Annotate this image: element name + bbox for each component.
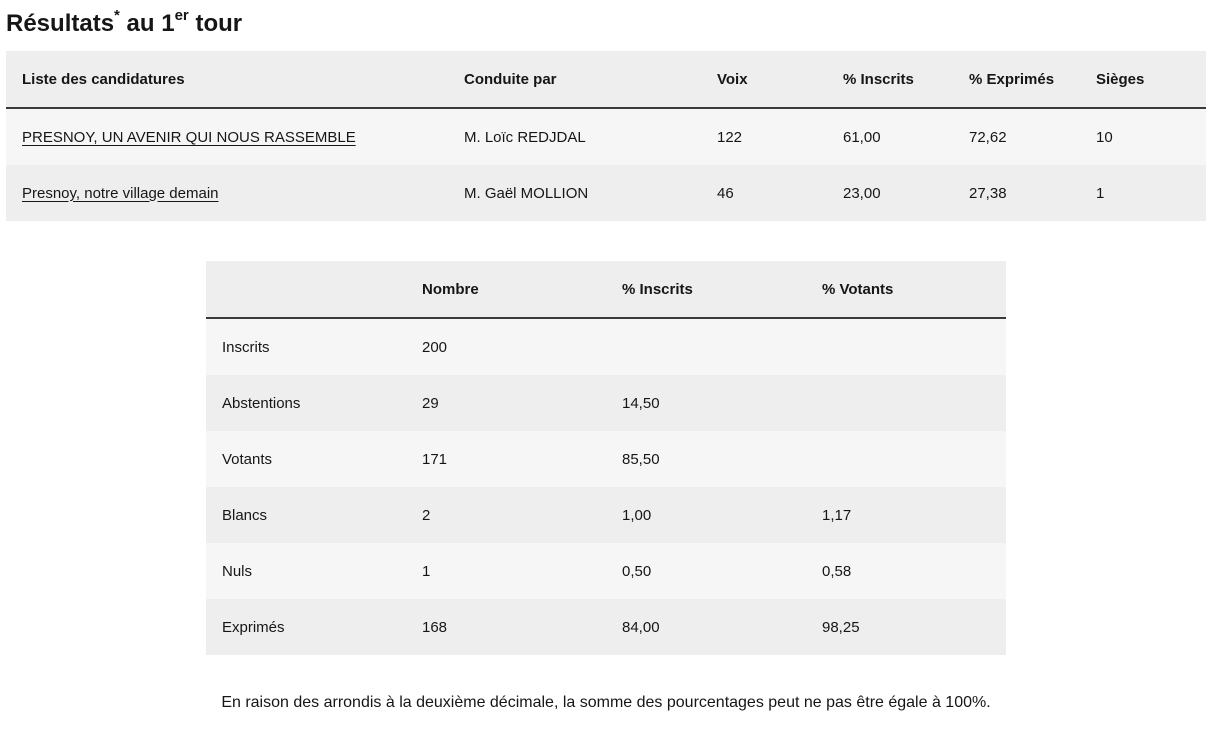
participation-header-row — [206, 261, 1006, 318]
title-middle: au 1 — [119, 10, 175, 37]
cell-inscrits: 14,50 — [622, 394, 660, 412]
table-row — [206, 543, 1006, 599]
title-asterisk: * — [114, 7, 120, 24]
table-row — [206, 487, 1006, 543]
header-liste: Liste des candidatures — [6, 51, 448, 108]
cell-liste — [6, 108, 448, 165]
table-row — [206, 375, 1006, 431]
table-row — [206, 431, 1006, 487]
cell-inscrits — [606, 318, 806, 375]
cell-nombre: 168 — [422, 618, 448, 636]
header-exprimes: % Exprimés — [953, 51, 1080, 108]
cell-votants — [806, 318, 1006, 375]
header-conduite: Conduite par — [448, 51, 701, 108]
row-label: Inscrits — [222, 338, 270, 356]
cell-inscrits: 23,00 — [843, 184, 881, 202]
cell-votants: 1,17 — [822, 506, 852, 524]
header-nombre: Nombre — [406, 261, 606, 318]
cell-nombre: 200 — [422, 338, 448, 356]
cell-inscrits: 0,50 — [622, 562, 652, 580]
title-suffix: tour — [188, 10, 243, 37]
cell-votants — [806, 431, 1006, 487]
cell-liste — [6, 165, 448, 221]
table-row — [6, 108, 1206, 165]
cell-sieges: 10 — [1096, 128, 1113, 146]
row-label: Abstentions — [222, 394, 301, 412]
results-header-row — [6, 51, 1206, 108]
cell-sieges: 1 — [1096, 184, 1105, 202]
cell-inscrits: 84,00 — [622, 618, 660, 636]
cell-conduite: M. Gaël MOLLION — [464, 184, 589, 202]
title-superscript: er — [174, 7, 189, 24]
header-sieges: Sièges — [1080, 51, 1206, 108]
cell-exprimes: 72,62 — [969, 128, 1007, 146]
header-voix: Voix — [701, 51, 827, 108]
cell-nombre: 1 — [422, 562, 431, 580]
cell-exprimes: 27,38 — [969, 184, 1007, 202]
header-inscrits: % Inscrits — [827, 51, 953, 108]
page-title — [6, 2, 242, 40]
title-main: Résultats — [6, 10, 115, 37]
list-link[interactable]: Presnoy, notre village demain — [22, 184, 219, 202]
table-row — [206, 599, 1006, 655]
row-label: Blancs — [222, 506, 268, 524]
cell-votants: 0,58 — [822, 562, 852, 580]
table-row — [206, 318, 1006, 375]
row-label: Exprimés — [222, 618, 285, 636]
cell-inscrits: 85,50 — [622, 450, 660, 468]
header-inscrits: % Inscrits — [606, 261, 806, 318]
participation-table — [206, 261, 1006, 655]
results-table — [6, 51, 1206, 221]
header-votants: % Votants — [806, 261, 1006, 318]
header-blank — [206, 261, 406, 318]
cell-votants — [806, 375, 1006, 431]
table-row — [6, 165, 1206, 221]
cell-nombre: 29 — [422, 394, 439, 412]
row-label: Votants — [222, 450, 273, 468]
cell-votants: 98,25 — [822, 618, 860, 636]
cell-voix: 46 — [717, 184, 734, 202]
row-label: Nuls — [222, 562, 253, 580]
cell-conduite: M. Loïc REDJDAL — [464, 128, 586, 146]
cell-inscrits: 61,00 — [843, 128, 881, 146]
cell-voix: 122 — [717, 128, 743, 146]
cell-inscrits: 1,00 — [622, 506, 652, 524]
cell-nombre: 171 — [422, 450, 448, 468]
cell-nombre: 2 — [422, 506, 431, 524]
rounding-footnote: En raison des arrondis à la deuxième décimale, la somme des pourcentages peut ne pas être égale à 100%. — [221, 694, 991, 711]
list-link[interactable]: PRESNOY, UN AVENIR QUI NOUS RASSEMBLE — [22, 128, 356, 146]
